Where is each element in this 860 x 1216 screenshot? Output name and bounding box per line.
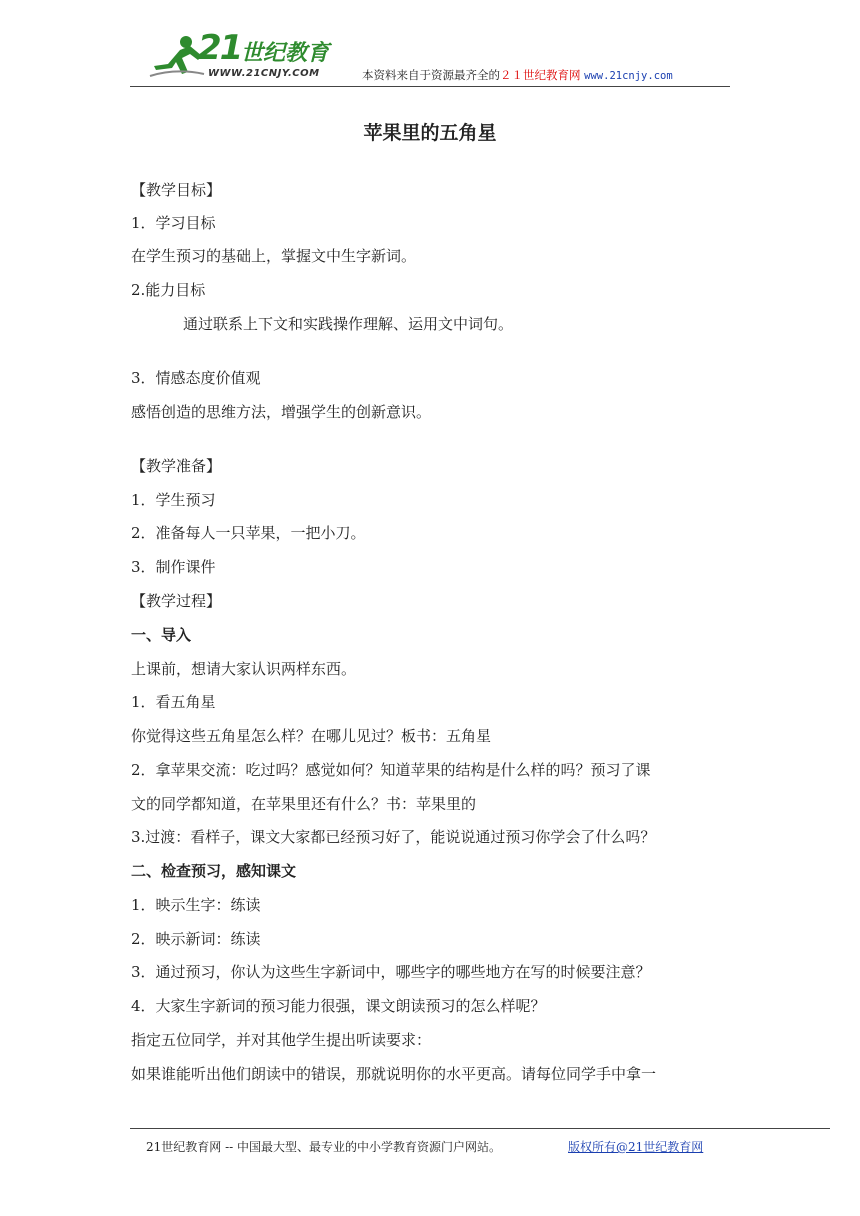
logo[interactable] (138, 26, 348, 82)
text-line: 3.过渡：看样子，课文大家都已经预习好了，能说说通过预习你学会了什么吗？ (131, 828, 656, 846)
page-header (130, 22, 730, 87)
text-line: 你觉得这些五角星怎么样？在哪儿见过？板书：五角星 (131, 727, 492, 745)
copyright-link[interactable]: 版权所有@21世纪教育网 (568, 1140, 704, 1154)
text-line: 指定五位同学，并对其他学生提出听读要求： (131, 1031, 432, 1049)
text-line: 如果谁能听出他们朗读中的错误，那就说明你的水平更高。请每位同学手中拿一 (131, 1065, 657, 1083)
footer-divider (130, 1128, 830, 1129)
section-heading: 【教学准备】 (131, 457, 222, 475)
text-line: 1．看五角星 (131, 693, 216, 711)
logo-chinese: 世纪教育 (241, 41, 330, 66)
runner-logo-icon (146, 34, 206, 80)
text-line: 上课前，想请大家认识两样东西。 (131, 660, 357, 678)
header-note-prefix: 本资料来自于资源最齐全的 (362, 68, 500, 82)
text-line: 2.能力目标 (131, 281, 206, 299)
text-line: 3．制作课件 (131, 558, 216, 576)
text-line: 文的同学都知道，在苹果里还有什么？书：苹果里的 (131, 795, 477, 813)
header-note-url[interactable]: www.21cnjy.com (584, 70, 673, 82)
text-line: 3．情感态度价值观 (131, 369, 261, 387)
text-line: 2．准备每人一只苹果，一把小刀。 (131, 524, 366, 542)
page-title: 苹果里的五角星 (363, 122, 497, 144)
text-line: 通过联系上下文和实践操作理解、运用文中词句。 (183, 315, 514, 333)
section-heading: 【教学过程】 (131, 592, 222, 610)
text-line: 1．映示生字：练读 (131, 896, 261, 914)
text-line: 4．大家生字新词的预习能力很强，课文朗读预习的怎么样呢？ (131, 997, 546, 1015)
subsection-heading: 二、检查预习，感知课文 (131, 862, 297, 880)
section-heading: 【教学目标】 (131, 181, 222, 199)
logo-url: WWW.21CNJY.COM (208, 68, 320, 79)
subsection-heading: 一、导入 (131, 626, 192, 644)
header-note-site[interactable]: ２１世纪教育网 (500, 68, 581, 82)
text-line: 1．学习目标 (131, 214, 216, 232)
footer-text: 21世纪教育网 -- 中国最大型、最专业的中小学教育资源门户网站。 (146, 1140, 502, 1154)
text-line: 感悟创造的思维方法，增强学生的创新意识。 (131, 403, 432, 421)
logo-number: 21 (198, 28, 242, 68)
text-line: 2．拿苹果交流：吃过吗？感觉如何？知道苹果的结构是什么样的吗？预习了课 (131, 761, 651, 779)
text-line: 1．学生预习 (131, 491, 216, 509)
header-note (362, 67, 673, 83)
text-line: 3．通过预习，你认为这些生字新词中，哪些字的哪些地方在写的时候要注意？ (131, 963, 651, 981)
text-line: 2．映示新词：练读 (131, 930, 261, 948)
text-line: 在学生预习的基础上，掌握文中生字新词。 (131, 247, 417, 265)
